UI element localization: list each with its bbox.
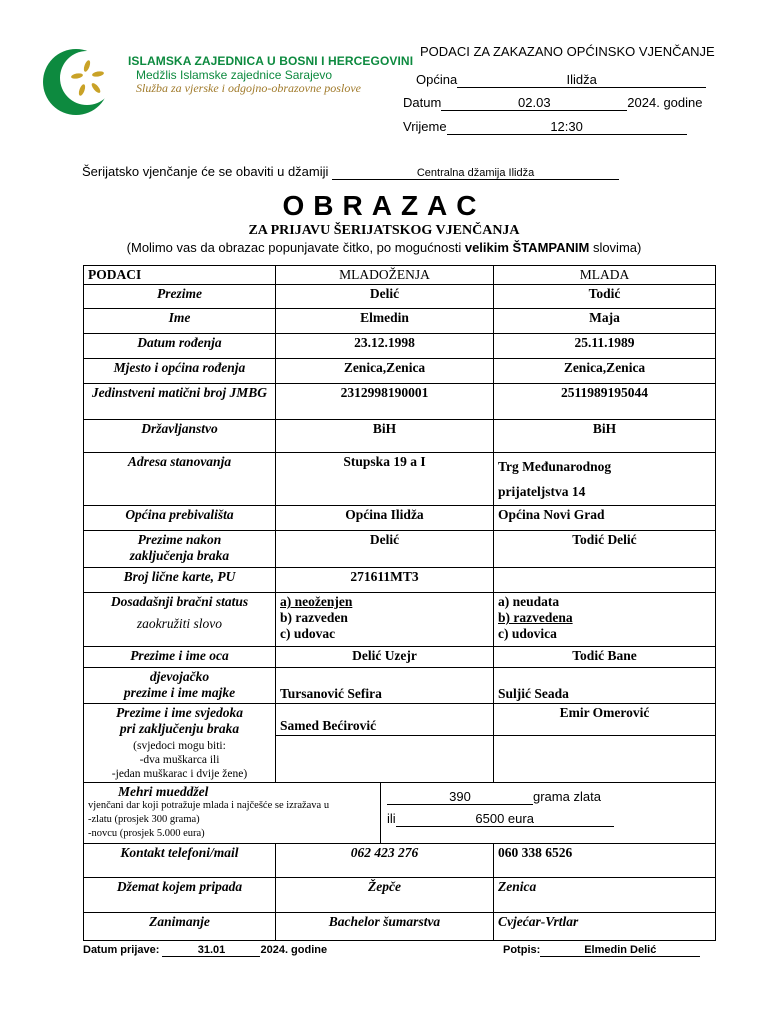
groom-municipality: Općina Ilidža (276, 506, 494, 531)
bride-witness: Emir Omerović (494, 704, 716, 736)
groom-mother: Tursanović Sefira (276, 668, 494, 704)
organization-service: Služba za vjerske i odgojno-obrazovne poslove (136, 81, 361, 95)
groom-birthplace: Zenica,Zenica (276, 359, 494, 384)
row-label: Ime (84, 309, 276, 334)
status-option-selected: a) neoženjen (280, 594, 353, 609)
groom-citizenship: BiH (276, 420, 494, 453)
table-row (84, 334, 716, 359)
row-label: Prezime i ime oca (84, 647, 276, 668)
table-row (84, 285, 716, 309)
table-row (84, 568, 716, 593)
row-label: Prezime (84, 285, 276, 309)
table-row (84, 506, 716, 531)
row-label: Dosadašnji bračni status zaokružiti slovo (84, 593, 276, 647)
crescent-logo-icon (40, 46, 112, 118)
col-header-podaci: PODACI (84, 266, 276, 285)
bride-contact: 060 338 6526 (494, 844, 716, 878)
table-row (84, 783, 716, 844)
row-label: Kontakt telefoni/mail (84, 844, 276, 878)
status-option: c) udovac (280, 626, 336, 641)
col-header-bride: MLADA (494, 266, 716, 285)
bride-mother: Suljić Seada (494, 668, 716, 704)
groom-father: Delić Uzejr (276, 647, 494, 668)
status-option-selected: b) razvedena (498, 610, 573, 625)
vrijeme-line (403, 119, 687, 135)
bride-birthplace: Zenica,Zenica (494, 359, 716, 384)
signature-line: Potpis: Elmedin Delić (503, 944, 700, 957)
table-row (84, 420, 716, 453)
bride-married-surname: Todić Delić (494, 531, 716, 568)
table-row (84, 384, 716, 420)
bride-birthdate: 25.11.1989 (494, 334, 716, 359)
row-label: Adresa stanovanja (84, 453, 276, 506)
groom-address: Stupska 19 a I (276, 453, 494, 506)
mosque-line (82, 164, 619, 180)
groom-marital-status (276, 593, 494, 647)
civil-wedding-heading: PODACI ZA ZAKAZANO OPĆINSKO VJENČANJE (420, 44, 715, 59)
mehr-gold-line: 390 grama zlata (387, 789, 709, 805)
row-label: Prezime i ime svjedoka pri zaključenju braka (svjedoci mogu biti: -dva muškarca ili -jedan muškarac i dvije žene) (84, 704, 276, 783)
table-row (84, 844, 716, 878)
status-option: a) neudata (498, 594, 560, 609)
table-row (84, 593, 716, 647)
mehr-gold-value: 390 (387, 789, 533, 805)
form-title: OBRAZAC (282, 190, 486, 221)
status-option: b) razveden (280, 610, 348, 625)
row-label: Općina prebivališta (84, 506, 276, 531)
table-row (84, 668, 716, 704)
bride-address: Trg Međunarodnog prijateljstva 14 (494, 453, 716, 506)
form-subtitle: ZA PRIJAVU ŠERIJATSKOG VJENČANJA (248, 223, 520, 238)
groom-jmbg: 2312998190001 (276, 384, 494, 420)
bride-citizenship: BiH (494, 420, 716, 453)
table-header-row (84, 266, 716, 285)
application-date-line: Datum prijave: 31.01 2024. godine (83, 944, 328, 956)
groom-id-card: 271611MT3 (276, 568, 494, 593)
bride-municipality: Općina Novi Grad (494, 506, 716, 531)
table-row (84, 359, 716, 384)
groom-witness: Samed Bećirović (276, 704, 494, 736)
table-row (84, 453, 716, 506)
table-row (84, 309, 716, 334)
bride-id-card (494, 568, 716, 593)
groom-married-surname: Delić (276, 531, 494, 568)
row-label: Broj lične karte, PU (84, 568, 276, 593)
row-label: Mjesto i općina rođenja (84, 359, 276, 384)
organization-name: ISLAMSKA ZAJEDNICA U BOSNI I HERCEGOVINI (128, 54, 414, 68)
row-label: Prezime nakon zaključenja braka (84, 531, 276, 568)
table-row (84, 647, 716, 668)
vrijeme-value: 12:30 (447, 119, 687, 135)
status-option: c) udovica (498, 626, 557, 641)
bride-marital-status (494, 593, 716, 647)
table-row (84, 531, 716, 568)
bride-name: Maja (494, 309, 716, 334)
datum-suffix: 2024. godine (627, 95, 703, 110)
mehr-money-line: ili 6500 eura (387, 811, 709, 827)
mosque-label: Šerijatsko vjenčanje će se obaviti u džamiji (82, 164, 329, 179)
form-instructions: (Molimo vas da obrazac popunjavate čitko, po mogućnosti velikim ŠTAMPANIM slovima) (126, 240, 642, 255)
row-label: Jedinstveni matični broj JMBG (84, 384, 276, 420)
table-row (84, 913, 716, 941)
organization-subtitle: Medžlis Islamske zajednice Sarajevo (136, 68, 333, 82)
groom-occupation: Bachelor šumarstva (276, 913, 494, 941)
signature-value: Elmedin Delić (540, 944, 700, 957)
bride-father: Todić Bane (494, 647, 716, 668)
groom-contact: 062 423 276 (276, 844, 494, 878)
table-row (84, 704, 716, 736)
row-label: Zanimanje (84, 913, 276, 941)
table-row (84, 878, 716, 913)
mehr-label-cell: Mehri mueddžel vjenčani dar koji potražuje mlada i najčešće se izražava u -zlatu (prosjek 300 grama) -novcu (prosjek 5.000 eura) (84, 783, 381, 844)
groom-witness-2 (276, 735, 494, 782)
datum-value: 02.03 (441, 95, 627, 111)
groom-dzemat: Žepče (276, 878, 494, 913)
bride-surname: Todić (494, 285, 716, 309)
mehr-money-value: 6500 eura (396, 811, 614, 827)
datum-label: Datum (403, 95, 442, 110)
registration-table (83, 265, 716, 941)
opcina-value: Ilidža (457, 72, 706, 88)
mosque-value: Centralna džamija Ilidža (332, 167, 619, 180)
opcina-label: Općina (416, 72, 458, 87)
status-hint: zaokružiti slovo (136, 616, 223, 631)
row-label: Datum rođenja (84, 334, 276, 359)
col-header-groom: MLADOŽENJA (276, 266, 494, 285)
bride-dzemat: Zenica (494, 878, 716, 913)
groom-name: Elmedin (276, 309, 494, 334)
groom-surname: Delić (276, 285, 494, 309)
row-label: djevojačko prezime i ime majke (84, 668, 276, 704)
application-date-value: 31.01 (162, 944, 260, 957)
datum-line (403, 95, 702, 111)
row-label: Džemat kojem pripada (84, 878, 276, 913)
opcina-line (416, 72, 706, 88)
vrijeme-label: Vrijeme (403, 119, 447, 134)
bride-jmbg: 2511989195044 (494, 384, 716, 420)
bride-occupation: Cvjećar-Vrtlar (494, 913, 716, 941)
bride-witness-2 (494, 735, 716, 782)
groom-birthdate: 23.12.1998 (276, 334, 494, 359)
mehr-value-cell (381, 783, 716, 844)
row-label: Državljanstvo (84, 420, 276, 453)
